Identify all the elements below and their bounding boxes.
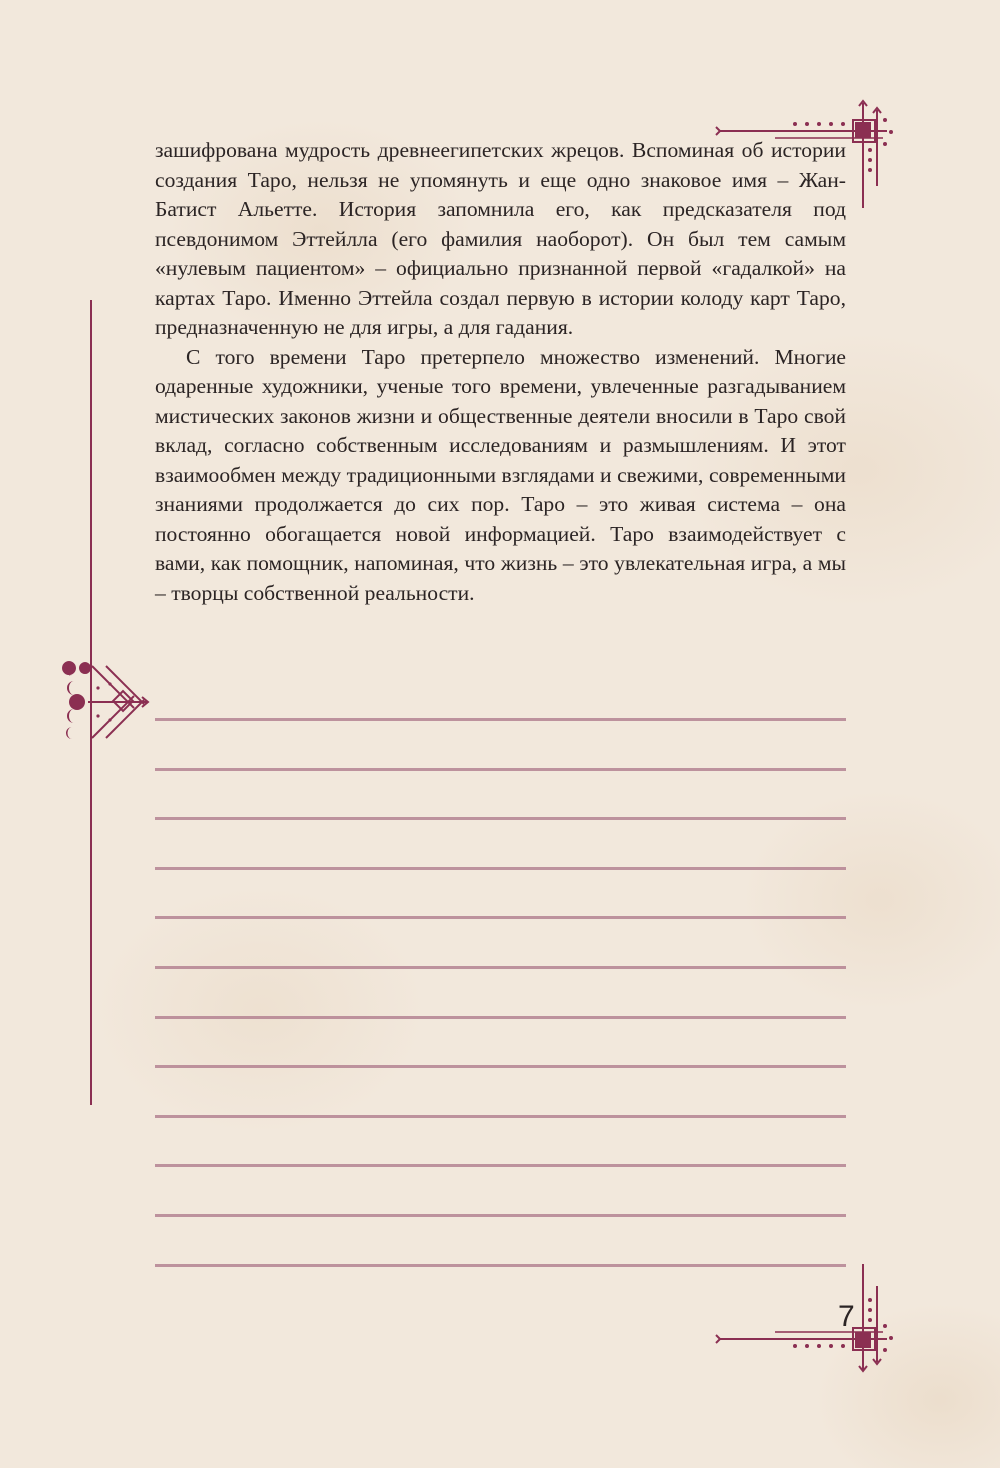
note-line xyxy=(155,1115,846,1118)
note-line xyxy=(155,1264,846,1267)
note-lines xyxy=(155,718,846,1313)
body-text xyxy=(155,136,846,608)
note-line xyxy=(155,1016,846,1019)
note-line xyxy=(155,768,846,771)
note-line xyxy=(155,1214,846,1217)
note-line xyxy=(155,718,846,721)
note-line xyxy=(155,916,846,919)
moon-phase-ornament-icon xyxy=(62,660,152,744)
note-line xyxy=(155,1065,846,1068)
note-line xyxy=(155,1164,846,1167)
paragraph-2: С того времени Таро претерпело множество изменений. Многие одаренные художники, ученые того времени, увлеченные разгадыванием мистических законов жизни и общественные деятели вносили в Таро свой вклад, согласно собственным исследованиям и размышлениям. И этот взаимообмен между традиционными взглядами и свежими, современными знаниями продолжается до сих пор. Таро – это живая система – она постоянно обогащается новой информацией. Таро взаимодействует с вами, как помощник, напоминая, что жизнь – это увлекательная игра, а мы – творцы собственной реальности. xyxy=(155,344,846,605)
page-number: 7 xyxy=(838,1300,855,1333)
paragraph-1: зашифрована мудрость древнеегипетских жрецов. Вспоминая об истории создания Таро, нельзя не упомянуть и еще одно знаковое имя – Жан-Батист Альетте. История запомнила его, как предсказателя под псевдонимом Эттейлла (его фамилия наоборот). Он был тем самым «нулевым пациентом» – официально признанной первой «гадалкой» на картах Таро. Именно Эттейла создал первую в истории колоду карт Таро, предназначенную не для игры, а для гадания. xyxy=(155,138,846,339)
note-line xyxy=(155,817,846,820)
note-line xyxy=(155,867,846,870)
note-line xyxy=(155,966,846,969)
